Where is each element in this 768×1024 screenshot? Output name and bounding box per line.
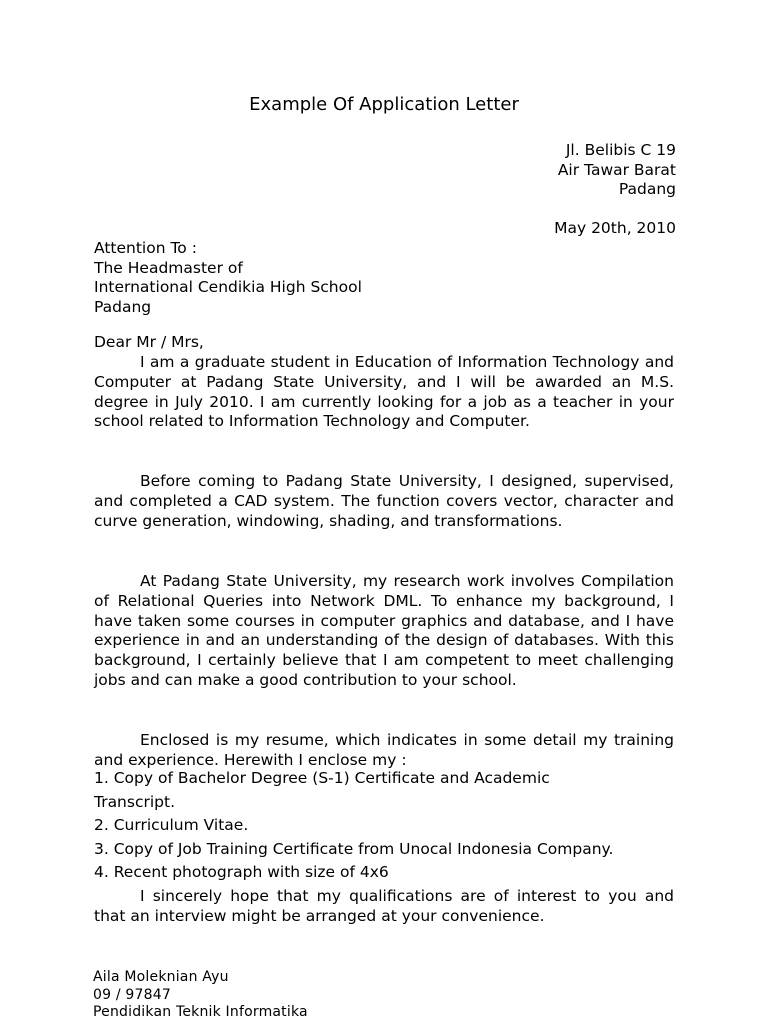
sender-address bbox=[376, 141, 676, 200]
recipient-line: The Headmaster of bbox=[94, 258, 243, 277]
enclosure-item: Transcript. bbox=[94, 792, 176, 811]
signature-block bbox=[93, 969, 308, 1022]
body-paragraph: I am a graduate student in Education of Information Technology and Computer at Padang State University, and I will be awarded an M.S. degree in July 2010. I am currently looking for a job as a teacher in your school related to Information Technology and Computer. bbox=[94, 353, 674, 431]
recipient-line: International Cendikia High School bbox=[94, 278, 362, 297]
recipient-line: Padang bbox=[94, 298, 152, 317]
enclosure-list bbox=[94, 767, 674, 885]
address-line: Jl. Belibis C 19 bbox=[565, 141, 676, 159]
recipient-line: Attention To : bbox=[94, 239, 197, 257]
address-line: Air Tawar Barat bbox=[557, 160, 676, 179]
enclosure-item: 2. Curriculum Vitae. bbox=[94, 816, 249, 835]
signature-department: Pendidikan Teknik Informatika bbox=[93, 1004, 308, 1020]
closing-paragraph: I sincerely hope that my qualifications are of interest to you and that an interview might be arranged at your convenience. bbox=[94, 887, 674, 925]
enclosure-item: 1. Copy of Bachelor Degree (S-1) Certificate and Academic bbox=[94, 769, 550, 787]
body-paragraph: Enclosed is my resume, which indicates in some detail my training and experience. Herewith I enclose my : bbox=[94, 731, 674, 769]
address-line: Padang bbox=[618, 180, 676, 198]
body-paragraph: Before coming to Padang State University, I designed, supervised, and completed a CAD system. The function covers vector, character and curve generation, windowing, shading, and transformations. bbox=[94, 472, 674, 530]
signature-id: 09 / 97847 bbox=[93, 986, 171, 1003]
enclosure-item: 3. Copy of Job Training Certificate from Unocal Indonesia Company. bbox=[94, 839, 614, 858]
recipient-block bbox=[94, 239, 674, 318]
body-paragraph: At Padang State University, my research work involves Compilation of Relational Queries into Network DML. To enhance my background, I have taken some courses in computer graphics and database, and I have experience in and an understanding of the design of databases. With this background, I certainly believe that I am competent to meet challenging jobs and can make a good contribution to your school. bbox=[94, 572, 674, 689]
enclosure-item: 4. Recent photograph with size of 4x6 bbox=[94, 863, 389, 882]
salutation: Dear Mr / Mrs, bbox=[94, 333, 204, 351]
signature-name: Aila Moleknian Ayu bbox=[93, 969, 229, 985]
letter-date: May 20th, 2010 bbox=[554, 219, 676, 237]
letter-title: Example Of Application Letter bbox=[249, 94, 519, 115]
